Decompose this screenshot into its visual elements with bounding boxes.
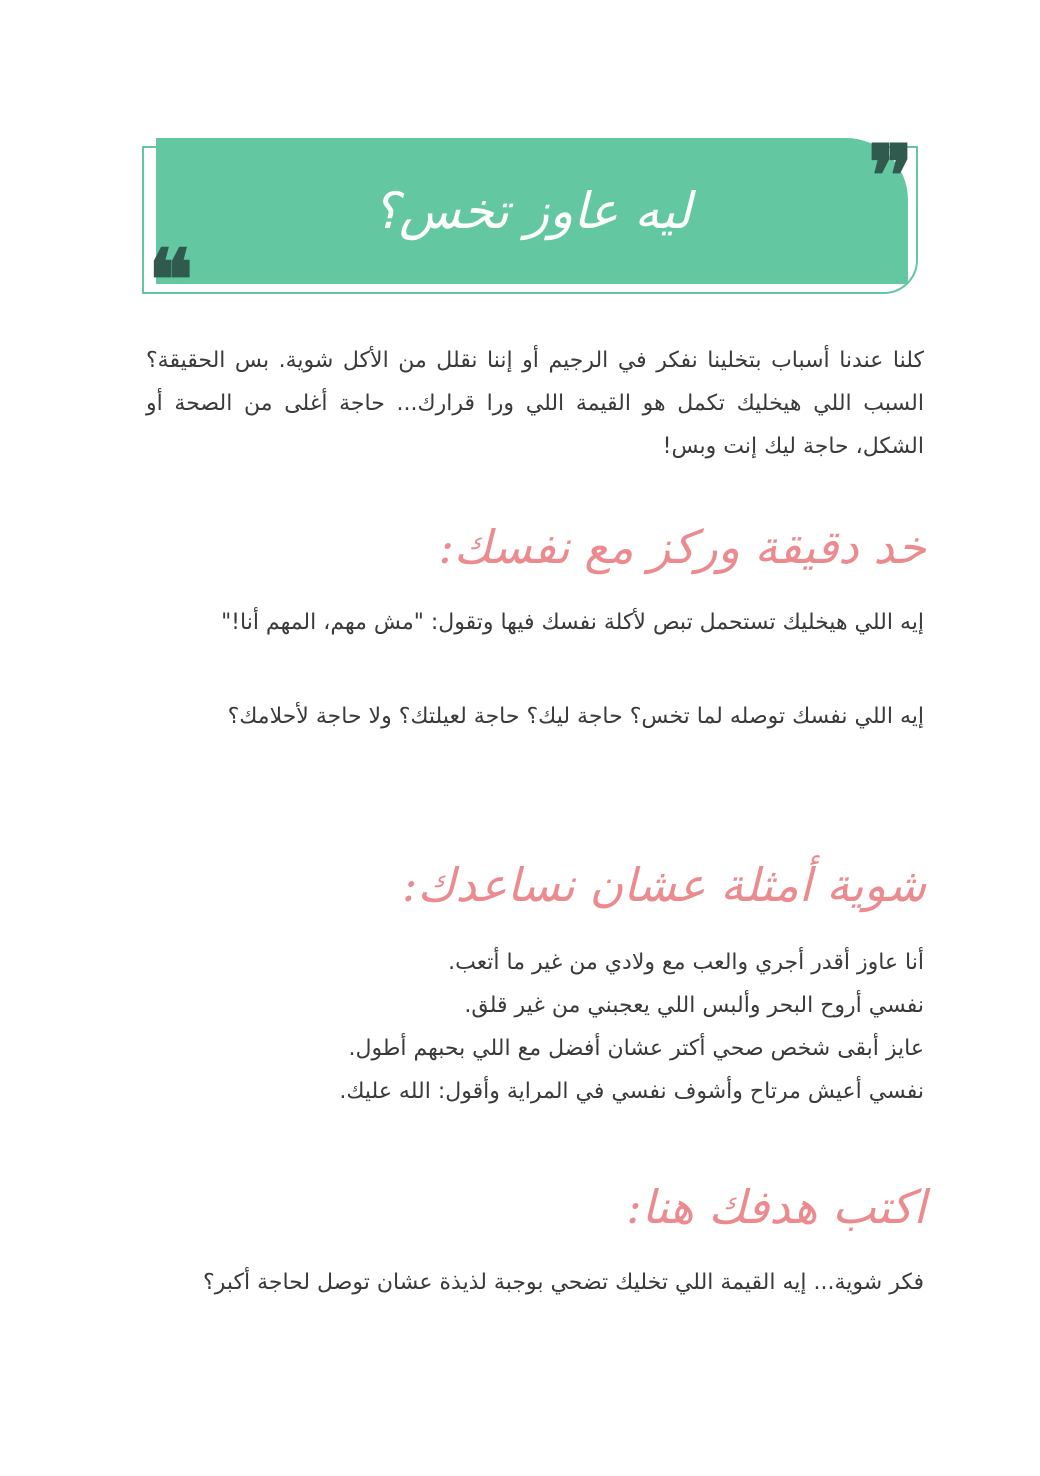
opening-quote-icon: ❝ <box>148 230 194 329</box>
examples-list <box>146 942 924 1114</box>
reflection-question-2: إيه اللي نفسك توصله لما تخس؟ حاجة ليك؟ حاجة لعيلتك؟ ولا حاجة لأحلامك؟ <box>227 704 924 729</box>
example-item: نفسي أعيش مرتاح وأشوف نفسي في المراية وأقول: الله عليك. <box>339 1078 924 1104</box>
closing-quote-icon: ❞ <box>868 126 914 225</box>
section-heading-examples: شوية أمثلة عشان نساعدك: <box>402 858 926 912</box>
title-banner <box>156 138 908 284</box>
section-heading-write-goal: اكتب هدفك هنا: <box>626 1180 926 1234</box>
page-title: ليه عاوز تخس؟ <box>372 182 692 240</box>
section-heading-reflect: خد دقيقة وركز مع نفسك: <box>438 520 926 574</box>
reflection-question-1: إيه اللي هيخليك تستحمل تبص لأكلة نفسك فيها وتقول: "مش مهم، المهم أنا!" <box>221 610 924 635</box>
example-item: نفسي أروح البحر وألبس اللي يعجبني من غير قلق. <box>464 992 924 1018</box>
example-item: أنا عاوز أقدر أجري والعب مع ولادي من غير ما أتعب. <box>448 950 924 975</box>
goal-prompt: فكر شوية... إيه القيمة اللي تخليك تضحي بوجبة لذيذة عشان توصل لحاجة أكبر؟ <box>203 1270 924 1295</box>
example-item: عايز أبقى شخص صحي أكتر عشان أفضل مع اللي بحبهم أطول. <box>348 1035 924 1061</box>
intro-paragraph: كلنا عندنا أسباب بتخلينا نفكر في الرجيم أو إننا نقلل من الأكل شوية. بس الحقيقة؟ السبب اللي هيخليك تكمل هو القيمة اللي ورا قرارك... حاجة أغلى من الصحة أو الشكل، حاجة ليك إنت وبس! <box>146 348 924 459</box>
